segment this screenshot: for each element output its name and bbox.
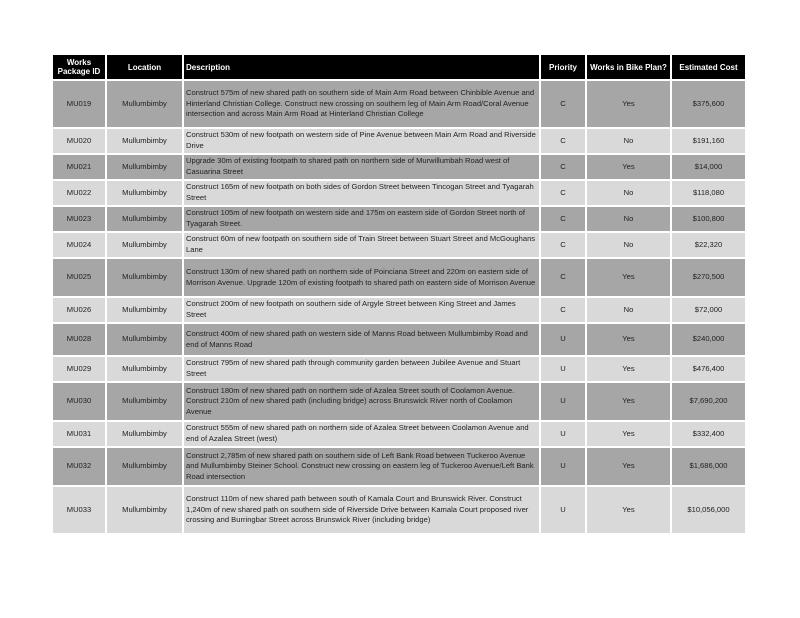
cell-priority: C [541, 81, 585, 127]
cell-bike-plan: Yes [587, 487, 670, 533]
cell-location: Mullumbimby [107, 81, 182, 127]
table-row [53, 155, 745, 179]
cell-description: Construct 575m of new shared path on southern side of Main Arm Road between Chinbible Avenue and Hinterland Christian College. Construct new crossing on southern leg of Main Arm Road/Coral Avenue intersection and across Main Arm Road at Hinterland Christian College [184, 81, 539, 127]
cell-description: Construct 795m of new shared path through community garden between Jubilee Avenue and Stuart Street [184, 357, 539, 381]
cell-cost: $22,320 [672, 233, 745, 257]
cell-id: MU030 [53, 383, 105, 420]
cell-priority: C [541, 259, 585, 296]
cell-bike-plan: No [587, 181, 670, 205]
cell-cost: $14,000 [672, 155, 745, 179]
cell-id: MU026 [53, 298, 105, 322]
cell-location: Mullumbimby [107, 207, 182, 231]
cell-priority: C [541, 155, 585, 179]
cell-priority: U [541, 324, 585, 355]
table-row [53, 448, 745, 485]
table-row [53, 207, 745, 231]
cell-location: Mullumbimby [107, 448, 182, 485]
cell-bike-plan: Yes [587, 383, 670, 420]
cell-description: Construct 200m of new footpath on southern side of Argyle Street between King Street and James Street [184, 298, 539, 322]
cell-id: MU022 [53, 181, 105, 205]
cell-id: MU033 [53, 487, 105, 533]
cell-location: Mullumbimby [107, 181, 182, 205]
table-row [53, 357, 745, 381]
table-row [53, 487, 745, 533]
cell-location: Mullumbimby [107, 357, 182, 381]
header-works-in-bike-plan: Works in Bike Plan? [587, 55, 670, 79]
cell-cost: $332,400 [672, 422, 745, 446]
cell-cost: $118,080 [672, 181, 745, 205]
table-row [53, 81, 745, 127]
cell-id: MU024 [53, 233, 105, 257]
header-estimated-cost: Estimated Cost [672, 55, 745, 79]
cell-cost: $270,500 [672, 259, 745, 296]
cell-bike-plan: No [587, 233, 670, 257]
cell-bike-plan: Yes [587, 81, 670, 127]
cell-id: MU031 [53, 422, 105, 446]
header-priority: Priority [541, 55, 585, 79]
table-row [53, 181, 745, 205]
cell-location: Mullumbimby [107, 422, 182, 446]
cell-id: MU023 [53, 207, 105, 231]
table-row [53, 422, 745, 446]
cell-priority: U [541, 357, 585, 381]
cell-bike-plan: No [587, 207, 670, 231]
header-works-package-id: Works Package ID [53, 55, 105, 79]
cell-priority: U [541, 448, 585, 485]
works-package-table [51, 53, 747, 535]
cell-location: Mullumbimby [107, 129, 182, 153]
header-description: Description [184, 55, 539, 79]
cell-cost: $1,686,000 [672, 448, 745, 485]
cell-priority: C [541, 233, 585, 257]
cell-cost: $7,690,200 [672, 383, 745, 420]
cell-bike-plan: Yes [587, 448, 670, 485]
table-row [53, 324, 745, 355]
cell-cost: $72,000 [672, 298, 745, 322]
cell-id: MU020 [53, 129, 105, 153]
cell-bike-plan: Yes [587, 357, 670, 381]
cell-description: Construct 400m of new shared path on western side of Manns Road between Mullumbimby Road and end of Manns Road [184, 324, 539, 355]
table-header-row [53, 55, 745, 79]
cell-id: MU032 [53, 448, 105, 485]
cell-description: Upgrade 30m of existing footpath to shared path on northern side of Murwillumbah Road west of Casuarina Street [184, 155, 539, 179]
cell-priority: C [541, 298, 585, 322]
cell-description: Construct 165m of new footpath on both sides of Gordon Street between Tincogan Street and Tyagarah Street [184, 181, 539, 205]
cell-location: Mullumbimby [107, 487, 182, 533]
cell-location: Mullumbimby [107, 233, 182, 257]
cell-cost: $375,600 [672, 81, 745, 127]
cell-priority: U [541, 487, 585, 533]
cell-priority: C [541, 181, 585, 205]
table-row [53, 129, 745, 153]
cell-id: MU021 [53, 155, 105, 179]
cell-cost: $476,400 [672, 357, 745, 381]
cell-priority: C [541, 129, 585, 153]
cell-cost: $191,160 [672, 129, 745, 153]
cell-bike-plan: No [587, 298, 670, 322]
cell-bike-plan: Yes [587, 422, 670, 446]
cell-location: Mullumbimby [107, 259, 182, 296]
cell-id: MU025 [53, 259, 105, 296]
cell-id: MU028 [53, 324, 105, 355]
table-row [53, 298, 745, 322]
cell-bike-plan: No [587, 129, 670, 153]
table-row [53, 383, 745, 420]
cell-description: Construct 555m of new shared path on northern side of Azalea Street between Coolamon Avenue and end of Azalea Street (west) [184, 422, 539, 446]
cell-description: Construct 530m of new footpath on western side of Pine Avenue between Main Arm Road and Riverside Drive [184, 129, 539, 153]
cell-bike-plan: Yes [587, 259, 670, 296]
works-table-container [53, 55, 747, 533]
cell-id: MU029 [53, 357, 105, 381]
cell-location: Mullumbimby [107, 298, 182, 322]
cell-cost: $100,800 [672, 207, 745, 231]
table-row [53, 233, 745, 257]
cell-description: Construct 130m of new shared path on northern side of Poinciana Street and 220m on eastern side of Morrison Avenue. Upgrade 120m of existing footpath to shared path on eastern side of Morrison Avenue [184, 259, 539, 296]
table-row [53, 259, 745, 296]
cell-description: Construct 105m of new footpath on western side and 175m on eastern side of Gordon Street north of Tyagarah Street. [184, 207, 539, 231]
cell-id: MU019 [53, 81, 105, 127]
cell-description: Construct 110m of new shared path between south of Kamala Court and Brunswick River. Construct 1,240m of new shared path on southern side of Riverside Drive between Kamala Court proposed river crossing and Burringbar Street across Brunswick River (including bridge) [184, 487, 539, 533]
cell-bike-plan: Yes [587, 324, 670, 355]
cell-location: Mullumbimby [107, 324, 182, 355]
cell-priority: C [541, 207, 585, 231]
cell-cost: $240,000 [672, 324, 745, 355]
cell-bike-plan: Yes [587, 155, 670, 179]
cell-location: Mullumbimby [107, 155, 182, 179]
cell-description: Construct 180m of new shared path on northern side of Azalea Street south of Coolamon Avenue. Construct 210m of new shared path (including bridge) across Brunswick River north of Coolamon Avenue [184, 383, 539, 420]
cell-cost: $10,056,000 [672, 487, 745, 533]
cell-priority: U [541, 383, 585, 420]
cell-priority: U [541, 422, 585, 446]
cell-description: Construct 60m of new footpath on southern side of Train Street between Stuart Street and McGoughans Lane [184, 233, 539, 257]
cell-description: Construct 2,785m of new shared path on southern side of Left Bank Road between Tuckeroo Avenue and Mullumbimby Steiner School. Construct new crossing on eastern leg of Tuckeroo Avenue/Left Bank Road intersection [184, 448, 539, 485]
header-location: Location [107, 55, 182, 79]
cell-location: Mullumbimby [107, 383, 182, 420]
